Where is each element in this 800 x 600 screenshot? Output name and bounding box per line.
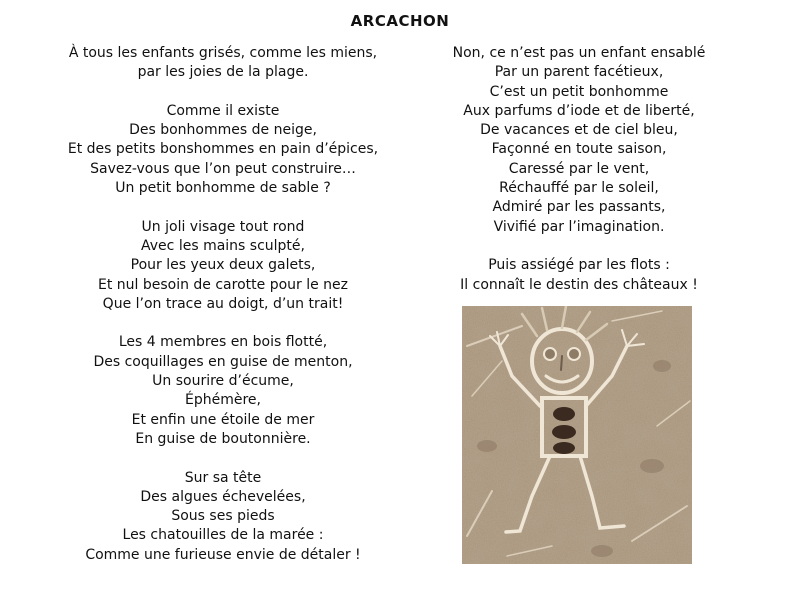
poem-line: Façonné en toute saison, [491,141,667,158]
sand-figure-photo [462,306,692,564]
shell [553,442,575,454]
poem-line: Des coquillages en guise de menton, [93,353,353,370]
poem-line: Avec les mains sculpté, [141,237,305,254]
shell [552,425,576,439]
stanza [50,102,396,198]
poem-line: Réchauffé par le soleil, [499,180,659,197]
poem-line: Un joli visage tout rond [141,218,305,235]
poem-line: Sur sa tête [184,469,262,486]
poem-line: Par un parent facétieux, [494,64,664,81]
poem-line: Sous ses pieds [171,508,275,525]
figure-eye-left [544,348,556,360]
poem-line: Pour les yeux deux galets, [130,257,316,274]
poem-line: Savez-vous que l’on peut construire… [90,160,356,177]
poem-line: Aux parfums d’iode et de liberté, [463,102,695,119]
stanza [50,218,396,314]
poem-line: Les chatouilles de la marée : [122,527,324,544]
poem-line: Il connaît le destin des châteaux ! [460,276,698,293]
shell-buttons [552,407,576,454]
poem-title: ARCACHON [350,12,450,30]
poem-line: Admiré par les passants, [492,199,666,216]
poem-line: Des bonhommes de neige, [129,122,317,139]
right-column-poem [424,44,734,314]
figure-nose [561,356,562,370]
left-column-poem [50,44,396,584]
stanza [424,256,734,295]
poem-line: De vacances et de ciel bleu, [480,122,678,139]
poem-line: Puis assiégé par les flots : [488,257,670,274]
poem-line: Caressé par le vent, [508,160,650,177]
poem-line: Vivifié par l’imagination. [493,218,665,235]
poem-line: À tous les enfants grisés, comme les miens, [68,45,378,61]
poem-line: par les joies de la plage. [137,64,309,81]
poem-line: Comme il existe [166,102,280,119]
poem-line: C’est un petit bonhomme [489,83,669,100]
poem-line: Un petit bonhomme de sable ? [115,180,331,197]
poem-line: Un sourire d’écume, [152,373,294,390]
poem-line: Non, ce n’est pas un enfant ensablé [452,45,706,61]
poem-line: Éphémère, [185,392,261,409]
stanza [50,469,396,565]
stanza [50,44,396,83]
shell [553,407,575,421]
stanza [50,333,396,449]
poem-line: Et nul besoin de carotte pour le nez [97,276,349,293]
poem-line: Les 4 membres en bois flotté, [118,334,328,351]
poem-line: Comme une furieuse envie de détaler ! [85,546,361,563]
poem-line: En guise de boutonnière. [135,430,311,447]
poem-line: Des algues échevelées, [140,488,306,505]
poem-line: Et enfin une étoile de mer [131,411,315,428]
figure-eye-right [568,348,580,360]
stanza [424,44,734,237]
poem-line: Et des petits bonshommes en pain d’épices, [67,141,379,158]
poem-line: Que l’on trace au doigt, d’un trait! [102,295,344,312]
